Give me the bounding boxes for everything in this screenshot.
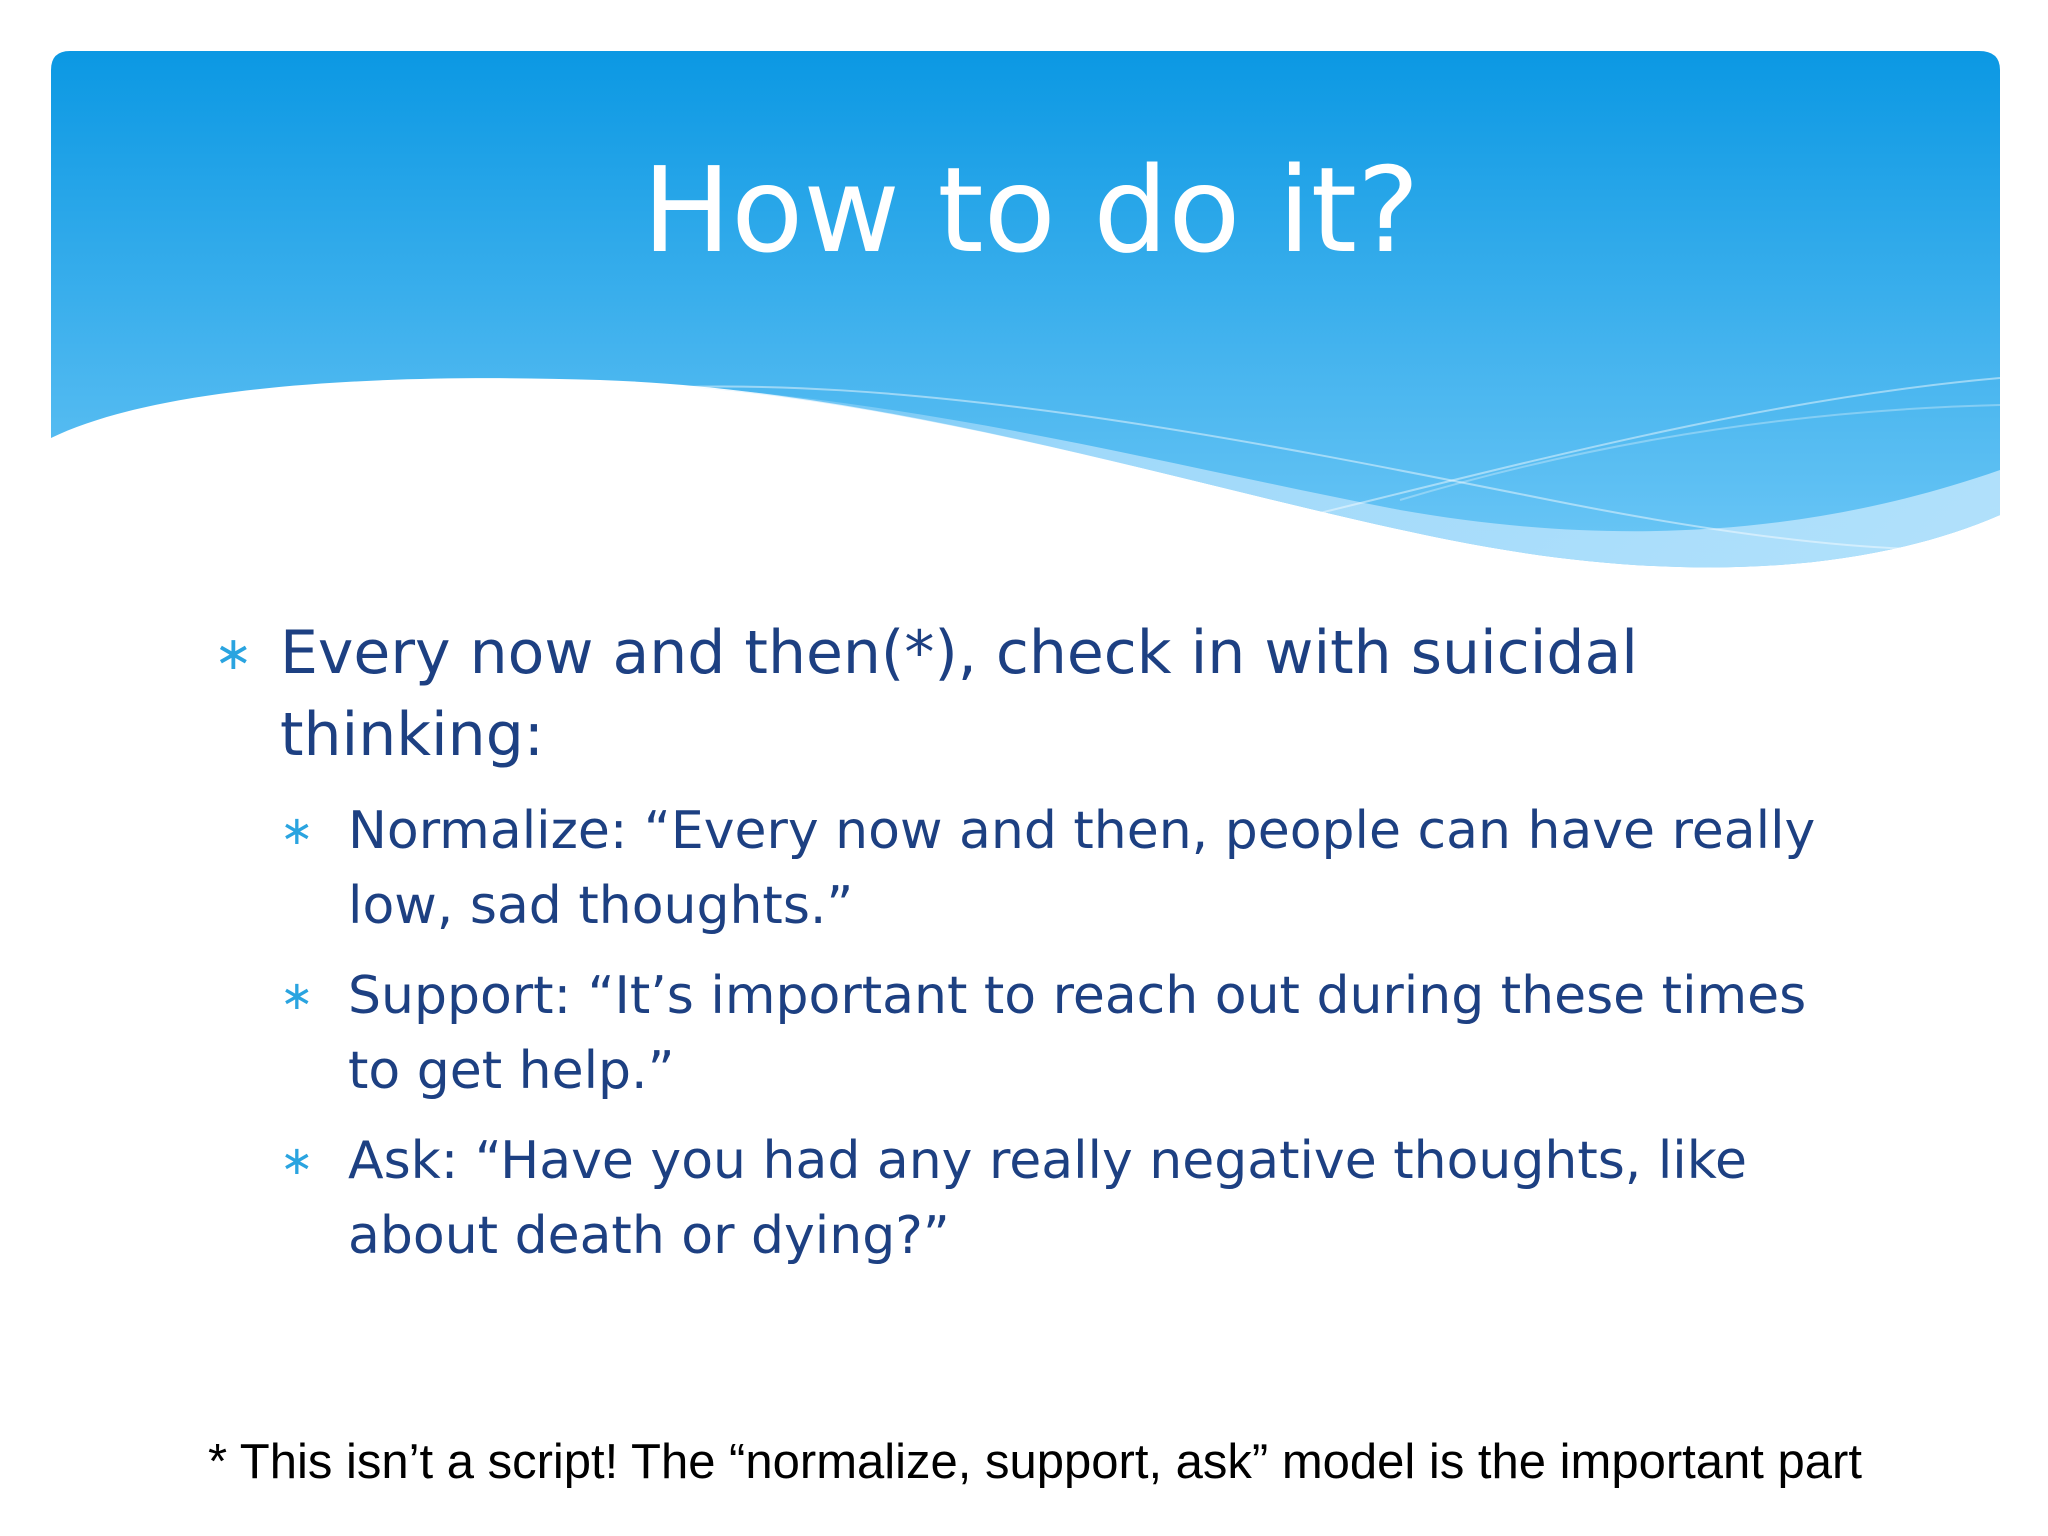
asterisk-icon: ∗ [280,808,314,854]
asterisk-icon: ∗ [214,626,253,680]
list-item [278,1124,1868,1274]
sub-bullet-ask: Ask: “Have you had any really negative thoughts, like about death or dying?” [348,1131,1747,1266]
list-item [278,794,1868,944]
sub-bullet-support: Support: “It’s important to reach out during these times to get help.” [348,966,1807,1101]
sub-bullet-list [278,794,1910,1274]
asterisk-icon: ∗ [280,1138,314,1184]
slide-title: How to do it? [642,141,1420,279]
footnote: * This isn’t a script! The “normalize, support, ask” model is the important part [208,1435,1862,1489]
bullet-text: Every now and then(*), check in with suicidal thinking: [280,618,1638,770]
asterisk-icon: ∗ [280,973,314,1019]
header-wave-shape [51,51,2000,567]
list-item [278,959,1868,1109]
sub-bullet-normalize: Normalize: “Every now and then, people can have really low, sad thoughts.” [348,801,1816,936]
header-wave-banner [0,0,2048,600]
list-item [210,612,1860,776]
bullet-list [210,612,1910,1289]
